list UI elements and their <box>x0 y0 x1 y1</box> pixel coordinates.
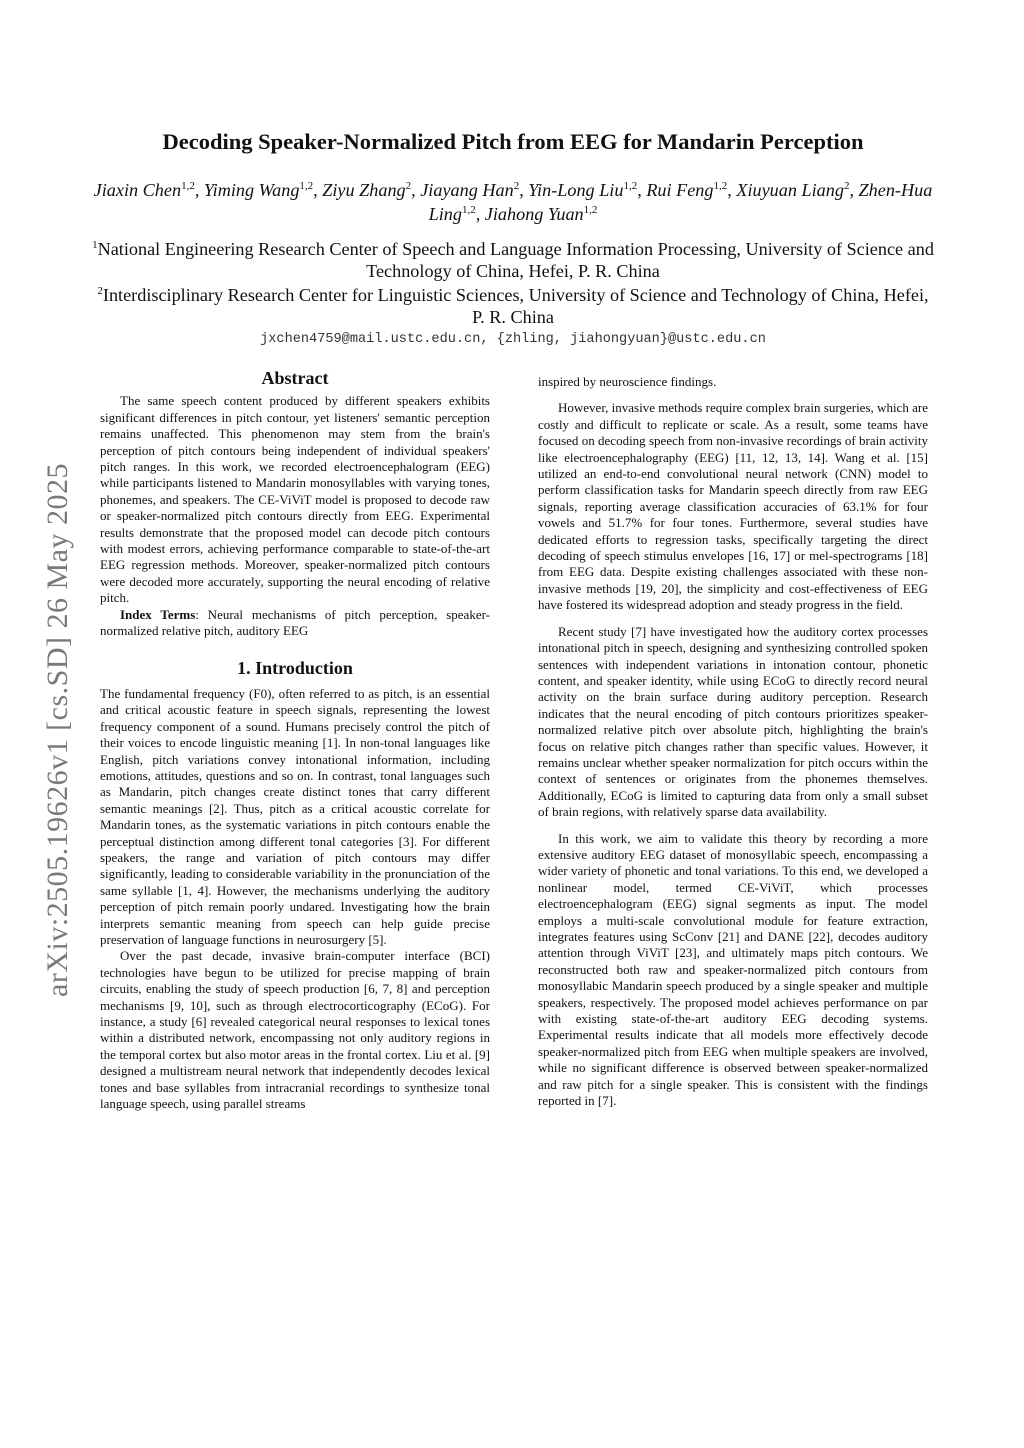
paper-title: Decoding Speaker-Normalized Pitch from EEG for Mandarin Perception <box>162 129 864 154</box>
author: Jiayang Han$^2$, <box>420 180 529 201</box>
author: Xiuyuan Liang$^2$, <box>736 180 859 201</box>
arxiv-identifier: arXiv:2505.19626v1 [cs.SD] 26 May 2025 <box>41 463 74 997</box>
intro-paragraph: Over the past decade, invasive brain-computer interface (BCI) technologies have begun to be utilized for precise mapping of brain circuits, enabling the study of speech production [6, 7, 8] and perception mechanisms [9, 10], such as through electrocorticography (ECoG). For instance, a study [6] revealed categorical neural responses to lexical tones within a distributed network, encompassing not only auditory regions in the temporal cortex but also motor areas in the frontal cortex. Liu et al. [9] designed a multistream neural network that independently decodes lexical tones and base syllables from intracranial recordings to synthesize tonal language speech, using parallel streams <box>100 948 490 1112</box>
affiliation-1: $^1$National Engineering Research Center of Speech and Language Information Processing, University of Science and Technology of China, Hefei, P. R. China <box>92 239 934 282</box>
author: Rui Feng$^{1,2}$, <box>646 180 737 201</box>
intro-paragraph: However, invasive methods require complex brain surgeries, which are costly and difficult to replicate or scale. As a result, some teams have focused on decoding speech from non-invasive recordings of brain activity like electroencephalography (EEG) [11, 12, 13, 14]. Wang et al. [15] utilized an end-to-end convolutional neural network (CNN) model to perform classification tasks for Mandarin speech directly from raw EEG signals, reporting average classification accuracies of 63.1% for four vowels and 51.7% for four tones. Furthermore, several studies have dedicated efforts to regression tasks, specifically targeting the direct decoding of speech stimulus envelopes [16, 17] or mel-spectrograms [18] from EEG data. Despite existing challenges associated with these non-invasive methods [19, 20], the simplicity and cost-effectiveness of EEG have fostered its widespread adoption and steady progress in the field. <box>538 400 928 613</box>
abstract-heading: Abstract <box>261 368 329 388</box>
arxiv-sidebar <box>36 420 80 1040</box>
affiliation-2: $^2$Interdisciplinary Research Center for Linguistic Sciences, University of Science and Technology of China, Hefei, P. R. China <box>97 285 929 328</box>
author-list <box>90 178 936 226</box>
author: Ziyu Zhang$^2$, <box>322 180 421 201</box>
intro-paragraph: The fundamental frequency (F0), often referred to as pitch, is an essential and critical acoustic feature in speech signals, representing the lowest frequency component of a sound. Humans precisely control the pitch of their voices to encode linguistic meaning [1]. In non-tonal languages like English, pitch variations convey intonational information, including emotions, attitudes, questions and so on. In contrast, tonal languages such as Mandarin, pitch changes create distinct tones that carry different semantic meanings [2]. Thus, pitch as a critical acoustic correlate for Mandarin tones, as the systematic variations in pitch contours enable the perceptual distinction among different tonal categories [3]. For different speakers, the range and variation of pitch contours may differ significantly, leading to considerable variability in the pronunciation of the same syllable [1, 4]. However, the mechanisms underlying the auditory perception of pitch remain poorly undared. Investigating how the brain interprets semantic meaning from speech can help guide precise preservation of language functions in neurosurgery [5]. <box>100 685 490 947</box>
author: Jiahong Yuan$^{1,2}$ <box>484 204 598 225</box>
paper-header <box>90 128 936 347</box>
author: Jiaxin Chen$^{1,2}$, <box>93 180 204 201</box>
index-terms: Index Terms: Neural mechanisms of pitch perception, speaker-normalized relative pitch, auditory EEG <box>100 606 490 639</box>
right-column <box>538 374 928 1109</box>
author: Yin-Long Liu$^{1,2}$, <box>528 180 647 201</box>
intro-paragraph: In this work, we aim to validate this theory by recording a more extensive auditory EEG dataset of monosyllabic speech, encompassing a wider variety of phonetic and tonal variations. To this end, we developed a nonlinear model, termed CE-ViViT, which processes electroencephalogram (EEG) signal segments as input. The model employs a multi-scale convolutional module for feature extraction, integrates features using ScConv [21] and DANE [22], decodes auditory attention through ViViT [23], and ultimately maps pitch contours. We reconstructed both raw and speaker-normalized pitch contours from monosyllabic Mandarin speech produced by a single speaker and multiple speakers, respectively. The proposed model achieves performance on par with existing state-of-the-art auditory EEG decoding systems. Experimental results indicate that all models more effectively decode speaker-normalized pitch from EEG when multiple speakers are involved, while no significant difference is observed between speaker-normalized and raw pitch for a single speaker. This is consistent with the findings reported in [7]. <box>538 830 928 1109</box>
intro-paragraph: Recent study [7] have investigated how the auditory cortex processes intonational pitch in speech, designing and synthesizing controlled spoken sentences with independent variations in intonation contour, phonetic content, and speaker identity, while using ECoG to directly record neural activity on the brain surface during auditory perception. Research indicates that the neural encoding of pitch contours prioritizes speaker-normalized relative pitch over absolute pitch, highlighting the brain's focus on relative pitch changes rather than specific values. However, it remains unclear whether speaker normalization for pitch occurs within the context of sentences or originates from the phonemes themselves. Additionally, ECoG is limited to capturing data from only a small subset of brain regions, with relatively sparse data availability. <box>538 623 928 820</box>
author: Zhen-Hua Ling$^{1,2}$, <box>428 180 933 225</box>
intro-continuation: inspired by neuroscience findings. <box>538 374 717 389</box>
introduction-heading: 1. Introduction <box>237 657 353 678</box>
author: Yiming Wang$^{1,2}$, <box>203 180 323 201</box>
abstract-text: The same speech content produced by different speakers exhibits significant differences in pitch contour, yet listeners' semantic perception remains unaffected. This phenomenon may stem from the brain's perception of pitch contours being independent of individual speakers' pitch ranges. In this work, we recorded electroencephalogram (EEG) while participants listened to Mandarin monosyllables with varying tones, phonemes, and speakers. The CE-ViViT model is proposed to decode raw or speaker-normalized pitch contours directly from EEG. Experimental results demonstrate that the proposed model can decode pitch contours with modest errors, achieving performance comparable to state-of-the-art EEG regression methods. Moreover, speaker-normalized pitch contours were decoded more accurately, supporting the neural encoding of relative pitch. <box>100 393 490 606</box>
abstract-body <box>100 393 490 639</box>
left-column <box>100 370 490 1112</box>
author-emails: jxchen4759@mail.ustc.edu.cn, {zhling, jiahongyuan}@ustc.edu.cn <box>260 332 766 348</box>
